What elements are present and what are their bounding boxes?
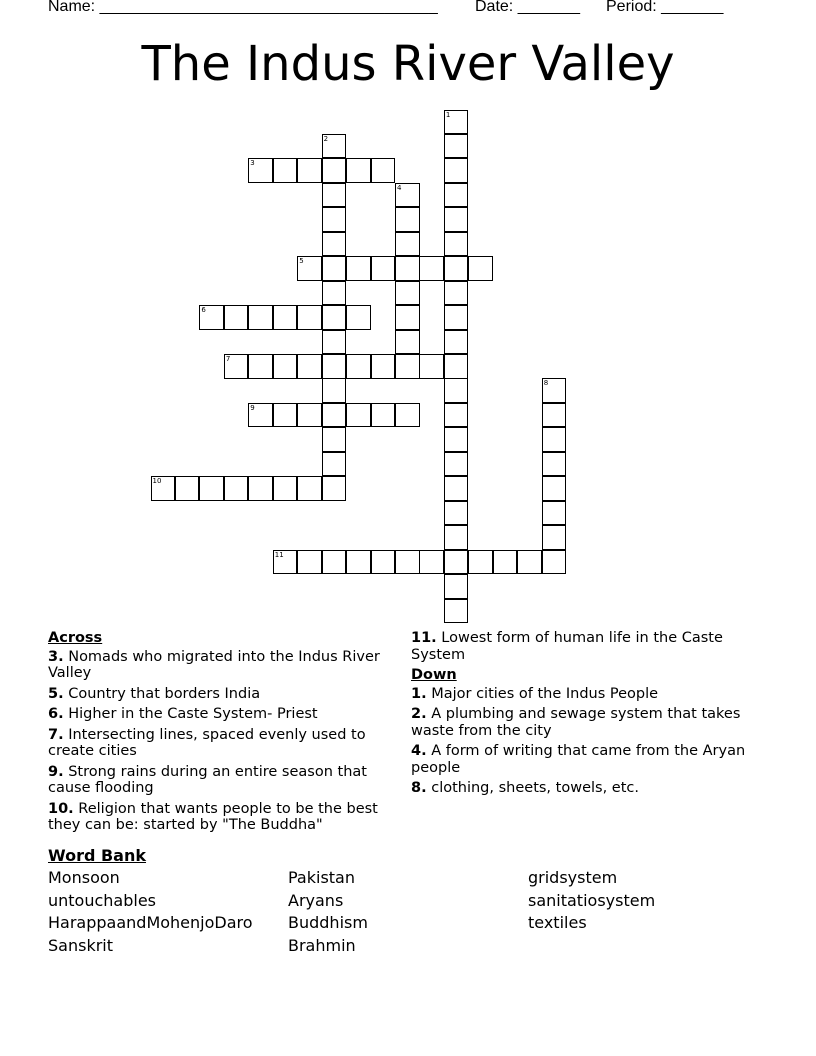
clue-text: clothing, sheets, towels, etc. (426, 780, 639, 796)
crossword-cell[interactable] (322, 281, 347, 306)
crossword-cell[interactable] (248, 403, 273, 428)
crossword-cell[interactable] (395, 354, 420, 379)
across-clue (411, 630, 761, 663)
crossword-cell[interactable] (273, 354, 298, 379)
cell-number: 10 (152, 477, 162, 486)
crossword-cell[interactable] (395, 207, 420, 232)
clue-text: Strong rains during an entire season that cause flooding (48, 763, 367, 796)
crossword-cell[interactable] (395, 183, 420, 208)
crossword-cell[interactable] (419, 256, 444, 281)
crossword-cell[interactable] (419, 550, 444, 575)
word-bank-item: gridsystem (528, 868, 618, 887)
crossword-cell[interactable] (395, 256, 420, 281)
crossword-cell[interactable] (322, 378, 347, 403)
clue-number: 2. (411, 706, 427, 722)
clue-text: Country that borders India (63, 685, 261, 702)
crossword-cell[interactable] (322, 427, 347, 452)
clue-number: 1. (411, 685, 427, 702)
crossword-cell[interactable] (444, 501, 469, 526)
crossword-cell[interactable] (444, 232, 469, 257)
crossword-cell[interactable] (346, 305, 371, 330)
clue-text: Lowest form of human life in the Caste System (411, 630, 723, 663)
cell-number: 8 (543, 379, 549, 388)
cell-number: 9 (250, 403, 255, 412)
crossword-cell[interactable] (248, 476, 273, 501)
word-bank-item: Monsoon (48, 868, 120, 887)
down-clue (411, 706, 761, 739)
crossword-cell[interactable] (444, 599, 469, 624)
crossword-cell[interactable] (542, 452, 567, 477)
clue-text: Nomads who migrated into the Indus River Valley (48, 648, 380, 681)
clue-number: 3. (48, 648, 64, 665)
clue-text: Religion that wants people to be the best they can be: started by "The Buddha" (48, 800, 378, 833)
word-bank-column (528, 867, 655, 935)
cell-number: 3 (250, 159, 255, 168)
crossword-cell[interactable] (444, 110, 469, 135)
word-bank-item: Sanskrit (48, 936, 113, 956)
crossword-cell[interactable] (542, 378, 567, 403)
crossword-cell[interactable] (297, 256, 322, 281)
crossword-cell[interactable] (322, 207, 347, 232)
clue-text: A plumbing and sewage system that takes waste from the city (411, 706, 741, 739)
crossword-cell[interactable] (346, 354, 371, 379)
clue-number: 11. (411, 630, 437, 646)
cell-number: 4 (397, 183, 402, 192)
word-bank-item: HarappaandMohenjoDaro (48, 913, 253, 933)
crossword-cell[interactable] (297, 354, 322, 379)
down-clue (411, 780, 761, 797)
crossword-cell[interactable] (493, 550, 518, 575)
period-field-label[interactable]: Period: _______ (606, 0, 724, 15)
crossword-cell[interactable] (444, 207, 469, 232)
crossword-cell[interactable] (346, 403, 371, 428)
crossword-cell[interactable] (322, 330, 347, 355)
across-heading: Across (48, 630, 103, 646)
clue-number: 10. (48, 800, 74, 817)
across-clue (48, 686, 398, 703)
crossword-cell[interactable] (395, 232, 420, 257)
crossword-cell[interactable] (322, 232, 347, 257)
word-bank-item: Pakistan (288, 868, 355, 887)
crossword-cell[interactable] (297, 305, 322, 330)
crossword-cell[interactable] (395, 550, 420, 575)
crossword-cell[interactable] (419, 354, 444, 379)
crossword-cell[interactable] (297, 476, 322, 501)
crossword-cell[interactable] (273, 305, 298, 330)
across-clue (48, 727, 398, 760)
crossword-cell[interactable] (371, 158, 396, 183)
crossword-cell[interactable] (371, 550, 396, 575)
down-heading: Down (411, 667, 457, 683)
down-clue (411, 686, 761, 703)
clue-text: Major cities of the Indus People (426, 685, 659, 702)
clue-text: Intersecting lines, spaced evenly used to create cities (48, 726, 366, 759)
crossword-cell[interactable] (346, 158, 371, 183)
crossword-cell[interactable] (444, 378, 469, 403)
crossword-cell[interactable] (395, 403, 420, 428)
crossword-cell[interactable] (322, 305, 347, 330)
name-field-label[interactable]: Name: ______________________________________ (48, 0, 438, 15)
crossword-cell[interactable] (322, 452, 347, 477)
down-clue (411, 743, 761, 776)
word-bank-item: Brahmin (288, 936, 356, 956)
crossword-cell[interactable] (273, 158, 298, 183)
clue-number: 9. (48, 763, 64, 780)
crossword-cell[interactable] (542, 476, 567, 501)
crossword-cell[interactable] (444, 305, 469, 330)
crossword-cell[interactable] (297, 550, 322, 575)
clue-text: Higher in the Caste System- Priest (63, 706, 318, 722)
crossword-cell[interactable] (151, 476, 176, 501)
crossword-cell[interactable] (542, 501, 567, 526)
cell-number: 2 (323, 134, 329, 143)
clue-number: 4. (411, 743, 427, 759)
crossword-cell[interactable] (444, 183, 469, 208)
page-title: The Indus River Valley (141, 36, 675, 92)
crossword-cell[interactable] (273, 403, 298, 428)
crossword-cell[interactable] (297, 403, 322, 428)
across-clue (48, 706, 398, 723)
crossword-cell[interactable] (273, 476, 298, 501)
word-bank-item: untouchables (48, 890, 157, 910)
crossword-cell[interactable] (542, 403, 567, 428)
crossword-cell[interactable] (322, 183, 347, 208)
word-bank-item: Aryans (288, 890, 344, 910)
crossword-cell[interactable] (371, 403, 396, 428)
crossword-cell[interactable] (199, 476, 224, 501)
crossword-cell[interactable] (444, 134, 469, 159)
crossword-cell[interactable] (175, 476, 200, 501)
cell-number: 11 (274, 550, 284, 559)
date-field-label[interactable]: Date: _______ (475, 0, 580, 15)
word-bank-heading: Word Bank (48, 846, 147, 865)
crossword-cell[interactable] (444, 525, 469, 550)
crossword-cell[interactable] (346, 550, 371, 575)
crossword-cell[interactable] (224, 354, 249, 379)
crossword-cell[interactable] (224, 476, 249, 501)
crossword-cell[interactable] (322, 354, 347, 379)
crossword-cell[interactable] (395, 281, 420, 306)
crossword-cell[interactable] (444, 476, 469, 501)
word-bank-item: textiles (528, 913, 587, 933)
crossword-cell[interactable] (517, 550, 542, 575)
across-clue (48, 649, 398, 682)
crossword-cell[interactable] (248, 158, 273, 183)
crossword-cell[interactable] (224, 305, 249, 330)
crossword-cell[interactable] (199, 305, 224, 330)
cell-number: 5 (299, 257, 304, 266)
cell-number: 6 (201, 306, 206, 315)
crossword-cell[interactable] (542, 525, 567, 550)
crossword-cell[interactable] (444, 256, 469, 281)
clue-number: 8. (411, 780, 427, 796)
crossword-cell[interactable] (322, 403, 347, 428)
crossword-cell[interactable] (371, 354, 396, 379)
crossword-cell[interactable] (322, 550, 347, 575)
across-clues (48, 630, 398, 838)
clue-number: 6. (48, 706, 64, 722)
across-clue (48, 801, 398, 834)
crossword-cell[interactable] (371, 256, 396, 281)
across-clue (48, 764, 398, 797)
crossword-cell[interactable] (468, 256, 493, 281)
crossword-cell[interactable] (322, 134, 347, 159)
crossword-cell[interactable] (444, 354, 469, 379)
crossword-cell[interactable] (444, 158, 469, 183)
crossword-cell[interactable] (444, 452, 469, 477)
down-clues (411, 630, 761, 801)
cell-number: 7 (225, 355, 231, 363)
crossword-cell[interactable] (444, 427, 469, 452)
word-bank-column (48, 867, 253, 958)
crossword-cell[interactable] (444, 403, 469, 428)
clue-text: A form of writing that came from the Aryan people (411, 743, 746, 776)
crossword-cell[interactable] (322, 256, 347, 281)
crossword-cell[interactable] (346, 256, 371, 281)
crossword-cell[interactable] (297, 158, 322, 183)
crossword-cell[interactable] (322, 476, 347, 501)
crossword-cell[interactable] (248, 354, 273, 379)
clue-number: 5. (48, 685, 64, 702)
crossword-cell[interactable] (395, 305, 420, 330)
crossword-cell[interactable] (444, 330, 469, 355)
crossword-cell[interactable] (444, 574, 469, 599)
crossword-cell[interactable] (273, 550, 298, 575)
crossword-cell[interactable] (444, 281, 469, 306)
crossword-cell[interactable] (395, 330, 420, 355)
crossword-cell[interactable] (468, 550, 493, 575)
word-bank-item: Buddhism (288, 913, 368, 933)
crossword-cell[interactable] (322, 158, 347, 183)
crossword-cell[interactable] (444, 550, 469, 575)
cell-number: 1 (445, 110, 451, 119)
word-bank-column (288, 867, 368, 958)
crossword-cell[interactable] (248, 305, 273, 330)
crossword-cell[interactable] (542, 427, 567, 452)
clue-number: 7. (48, 726, 64, 743)
crossword-cell[interactable] (542, 550, 567, 575)
word-bank-item: sanitatiosystem (528, 890, 656, 910)
